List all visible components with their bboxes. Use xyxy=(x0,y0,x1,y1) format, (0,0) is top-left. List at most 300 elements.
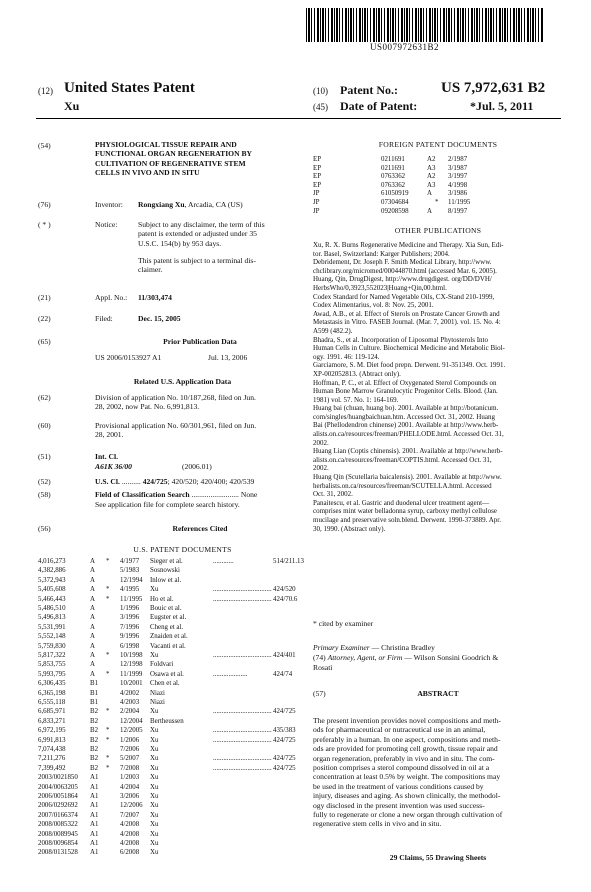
ref-class: 424/520 xyxy=(273,586,296,594)
ref-date: 7/2007 xyxy=(120,811,140,819)
publication-line: tor. Basel, Switzerland: Karger Publishers; 2004. xyxy=(313,249,450,258)
us-reference-row xyxy=(38,613,308,622)
fp-date: 8/1997 xyxy=(448,207,468,215)
publication-line: Xu, R. X. Burns Regenerative Medicine and Therapy. Xia Sun, Edi- xyxy=(313,241,504,249)
filed-date: Dec. 15, 2005 xyxy=(138,314,181,323)
patent-no-label: Patent No.: xyxy=(340,83,398,97)
ref-inventor: Osawa et al. xyxy=(150,670,184,678)
fp-country: JP xyxy=(313,199,320,206)
provisional-line: 28, 2001. xyxy=(95,430,124,440)
fp-number: 0763362 xyxy=(381,181,406,189)
ref-number: 5,372,943 xyxy=(38,576,66,584)
ref-dots: .................................. xyxy=(213,708,272,716)
ref-inventor: Xu xyxy=(150,811,159,819)
ref-date: 4/2008 xyxy=(120,830,140,838)
publication-line: alists.on.ca/resources/freeman/COPTIS.html. Accessed Oct. 31, xyxy=(313,455,492,464)
ref-number: 6,365,198 xyxy=(38,689,66,697)
examiner-label: Primary Examiner xyxy=(313,643,370,652)
ref-number: 6,833,271 xyxy=(38,717,66,725)
us-reference-row xyxy=(38,820,308,829)
patent-title xyxy=(95,140,305,177)
code-12: (12) xyxy=(38,86,53,96)
us-reference-row xyxy=(38,689,308,698)
us-reference-row xyxy=(38,783,308,792)
inventor-code: (76) xyxy=(38,200,51,209)
ref-date: 11/1999 xyxy=(120,670,143,678)
ref-date: 4/2003 xyxy=(120,699,140,706)
ref-number: 4,016,273 xyxy=(38,558,66,565)
ref-kind: A xyxy=(90,595,95,603)
ref-kind: A1 xyxy=(90,811,99,819)
prior-code: (65) xyxy=(38,337,51,346)
ref-inventor: Xu xyxy=(150,802,159,810)
ref-inventor: Chen et al. xyxy=(150,680,180,688)
ref-date: 4/2008 xyxy=(120,821,140,829)
ref-inventor: Xu xyxy=(150,586,159,594)
ref-number: 7,211,276 xyxy=(38,755,66,763)
fp-number: 0211691 xyxy=(381,156,405,163)
foreign-reference-row xyxy=(313,207,563,216)
us-reference-row xyxy=(38,651,308,660)
ref-kind: A1 xyxy=(90,840,99,847)
ref-kind: A xyxy=(90,642,95,650)
publication-line: 30, 1990. (Abstract only). xyxy=(313,524,386,533)
ref-date: 5/2007 xyxy=(120,755,140,763)
ref-class: 424/401 xyxy=(273,652,296,659)
ref-inventor: Xu xyxy=(150,746,159,753)
ref-number: 5,466,443 xyxy=(38,595,66,603)
ref-inventor: Sosnowski xyxy=(150,567,180,575)
division-line: 28, 2002, now Pat. No. 6,991,813. xyxy=(95,402,200,412)
attorney xyxy=(313,653,498,662)
ref-number: 2008/0089945 xyxy=(38,830,78,838)
foreign-heading: FOREIGN PATENT DOCUMENTS xyxy=(378,140,498,149)
inventor-surname: Xu xyxy=(64,99,80,113)
ref-star: * xyxy=(106,708,110,716)
fp-kind: A2 xyxy=(427,156,436,163)
ref-inventor: Vacanti et al. xyxy=(150,642,186,650)
abstract-line: The present invention provides novel compositions and meth- xyxy=(313,716,501,725)
ref-number: 2008/0085322 xyxy=(38,821,78,829)
ref-number: 2007/0166374 xyxy=(38,811,78,819)
ref-inventor: Xu xyxy=(150,764,159,772)
ref-number: 5,993,795 xyxy=(38,670,66,678)
division-text xyxy=(95,393,310,412)
ref-kind: B2 xyxy=(90,727,99,735)
ref-date: 12/1998 xyxy=(120,661,143,669)
ref-inventor: Eugster et al. xyxy=(150,614,187,622)
ref-date: 7/2006 xyxy=(120,746,140,753)
publication-line: A599 (482.2). xyxy=(313,326,353,335)
us-reference-row xyxy=(38,557,308,566)
us-reference-row xyxy=(38,848,308,857)
us-reference-row xyxy=(38,566,308,575)
publication-line: Huang Lian (Coptis chinensis). 2001. Available at http://www.herb- xyxy=(313,447,503,456)
fp-date: 3/1997 xyxy=(448,173,468,181)
publication-line: Bhadra, S., et al. Incorporation of Liposomal Phytosterols Into xyxy=(313,335,488,344)
attorney-name-cont: Rosati xyxy=(313,663,333,672)
provisional-text xyxy=(95,421,310,440)
publication-line: Huang Qin (Scutellaria baicalensis). 2001. Available at http://www. xyxy=(313,473,502,482)
publication-line: 1981) vol. 57. No. 1: 164-169. xyxy=(313,395,399,404)
patent-date: *Jul. 5, 2011 xyxy=(470,99,534,113)
ref-date: 10/2001 xyxy=(120,680,143,688)
ref-number: 4,382,886 xyxy=(38,567,66,575)
ref-kind: B2 xyxy=(90,708,99,716)
provisional-line: Provisional application No. 60/301,961, filed on Jun. xyxy=(95,421,257,430)
ref-kind: B2 xyxy=(90,755,99,763)
abstract-line: injury, diseases and aging. As shown clinically, the methodol- xyxy=(313,791,501,801)
ref-inventor: Xu xyxy=(150,755,159,763)
us-reference-row xyxy=(38,660,308,669)
ref-dots: .................................. xyxy=(213,595,272,603)
examiner-name: — Christina Bradley xyxy=(369,643,435,652)
ref-date: 12/2006 xyxy=(120,802,143,810)
ref-star: * xyxy=(106,670,110,678)
fp-star: * xyxy=(435,199,439,206)
primary-examiner xyxy=(313,643,435,652)
patent-number: US 7,972,631 B2 xyxy=(441,80,546,96)
ref-number: 5,405,608 xyxy=(38,586,66,594)
us-reference-row xyxy=(38,801,308,810)
fp-kind: A2 xyxy=(427,173,436,181)
fp-kind: A3 xyxy=(427,181,436,189)
abstract-line: preferably in a human. In one aspect, compositions and meth- xyxy=(313,734,501,744)
ref-kind: A1 xyxy=(90,821,99,829)
barcode-number: US007972631B2 xyxy=(370,42,440,52)
notice-line: U.S.C. 154(b) by 953 days. xyxy=(138,238,222,248)
publication-line: Bai (Phellodendron chinense) 2001. Available at http://www.herb- xyxy=(313,421,499,430)
ref-kind: A xyxy=(90,576,95,584)
publication-line: mucilage and preservative soln.blend. Derwent. 1990-373889. Apr. xyxy=(313,516,501,524)
ref-date: 12/1994 xyxy=(120,576,143,584)
ref-date: 3/1996 xyxy=(120,614,140,622)
ref-inventor: Xu xyxy=(150,783,159,791)
prior-heading: Prior Publication Data xyxy=(163,337,237,346)
appl-number: 11/303,474 xyxy=(138,293,172,302)
fp-country: EP xyxy=(313,156,322,163)
field-code: (58) xyxy=(38,490,51,499)
ref-number: 6,306,435 xyxy=(38,680,66,688)
ref-kind: A xyxy=(90,586,95,594)
ref-date: 4/2004 xyxy=(120,783,140,791)
ref-inventor: Inlow et al. xyxy=(150,576,182,584)
us-reference-row xyxy=(38,745,308,754)
ref-star: * xyxy=(106,764,110,772)
publication-line: alists.on.ca/resources/freeman/PHELLODE.html. Accessed Oct. 31, xyxy=(313,430,504,439)
ref-inventor: Sieger et al. xyxy=(150,558,183,565)
abstract-line: organ regeneration, preferably in vivo and in situ. The com- xyxy=(313,753,495,763)
ref-inventor: Xu xyxy=(150,830,159,838)
us-reference-row xyxy=(38,585,308,594)
ref-kind: B1 xyxy=(90,680,99,688)
fp-country: JP xyxy=(313,190,320,198)
fp-date: 2/1987 xyxy=(448,156,468,163)
title-line: CULTIVATION OF REGENERATIVE STEM xyxy=(95,158,246,168)
ref-date: 1/2006 xyxy=(120,736,140,744)
field-label: Field of Classification Search xyxy=(95,490,190,499)
ref-kind: A xyxy=(90,558,95,565)
date-label: Date of Patent: xyxy=(340,99,418,113)
ref-kind: A1 xyxy=(90,774,99,782)
ref-date: 4/1995 xyxy=(120,586,140,594)
ref-number: 2004/0063205 xyxy=(38,783,78,791)
ref-kind: B2 xyxy=(90,746,99,753)
publication-line: Hoffman, P. C., et al. Effect of Oxygenated Sterol Compounds on xyxy=(313,378,497,387)
us-reference-row xyxy=(38,604,308,613)
ref-kind: A xyxy=(90,605,95,612)
ref-inventor: Niazi xyxy=(150,689,165,697)
us-docs-heading: U.S. PATENT DOCUMENTS xyxy=(133,545,232,554)
ref-date: 7/2008 xyxy=(120,764,140,772)
ref-date: 11/1995 xyxy=(120,595,143,603)
header-rule xyxy=(36,118,561,119)
ref-star: * xyxy=(106,586,110,594)
ref-date: 9/1996 xyxy=(120,633,140,641)
us-reference-row xyxy=(38,595,308,604)
ref-inventor: Xu xyxy=(150,774,159,782)
uscl-dots: .......... xyxy=(121,477,141,486)
fp-number: 0211691 xyxy=(381,164,405,172)
publication-line: XP-002052813. (Abtract only). xyxy=(313,369,401,378)
ref-number: 6,991,813 xyxy=(38,736,66,744)
ref-number: 6,972,195 xyxy=(38,727,66,735)
field-note: See application file for complete search history. xyxy=(95,500,240,509)
publication-line: Oct. 31, 2002. xyxy=(313,490,353,499)
attorney-code: (74) xyxy=(313,653,326,662)
prior-date: Jul. 13, 2006 xyxy=(208,353,248,362)
ref-kind: B2 xyxy=(90,717,99,725)
refs-code: (56) xyxy=(38,524,51,533)
publication-line: Awad, A.B., et al. Effect of Sterols on Prostate Cancer Growth and xyxy=(313,309,500,318)
ref-kind: A1 xyxy=(90,783,99,791)
ref-kind: A xyxy=(90,670,95,678)
publication-line: chclibrary.org/micromed/00044870.html (accessed Mar. 6, 2005). xyxy=(313,266,497,275)
ref-star: * xyxy=(106,736,110,744)
fp-date: 4/1998 xyxy=(448,181,468,189)
us-reference-row xyxy=(38,811,308,820)
ref-dots: .................................. xyxy=(213,652,272,659)
field-value: None xyxy=(240,490,258,499)
inventor xyxy=(138,200,243,209)
int-label: Int. Cl. xyxy=(95,452,118,461)
ref-star: * xyxy=(106,727,110,735)
us-reference-row xyxy=(38,792,308,801)
publication-line: Panaitescu, et al. Gastric and duodenal ulcer treatment agent— xyxy=(313,498,490,507)
ref-number: 5,853,755 xyxy=(38,661,66,669)
ref-inventor: Xu xyxy=(150,840,159,847)
publication-line: 2002. xyxy=(313,438,329,447)
fp-kind: A3 xyxy=(427,164,436,172)
ref-date: 7/1996 xyxy=(120,623,140,631)
ref-class: 424/725 xyxy=(273,755,296,763)
ref-inventor: Znaiden et al. xyxy=(150,633,188,641)
publication-line: herbalists.on.ca/resources/freeman/SCUTELLA.html. Accessed xyxy=(313,481,492,490)
ref-inventor: Ho et al. xyxy=(150,595,174,603)
ref-number: 7,399,492 xyxy=(38,764,66,772)
ref-class: 424/74 xyxy=(273,670,293,678)
int-year: (2006.01) xyxy=(182,462,212,471)
notice-line: claimer. xyxy=(138,265,163,275)
ref-star: * xyxy=(106,652,110,659)
ref-date: 4/2002 xyxy=(120,689,140,697)
ref-inventor: Xu xyxy=(150,727,159,735)
publication-line: com/singles/huangbaichuan.htm. Accessed Oct. 31, 2002. Huang xyxy=(313,412,495,421)
fp-date: 11/1995 xyxy=(448,199,471,206)
ref-date: 12/2004 xyxy=(120,717,143,725)
abstract-line: position comprises a sterol compound dissolved in oil at a xyxy=(313,763,490,773)
us-reference-row xyxy=(38,726,308,735)
attorney-name: — Wilson Sonsini Goodrich & xyxy=(402,653,499,662)
notice-line: Subject to any disclaimer, the term of this xyxy=(138,220,265,229)
ref-class: 514/211.13 xyxy=(273,558,304,565)
ref-number: 5,759,830 xyxy=(38,642,66,650)
publication-line: comprises mint water belladonna syrup, carboxy methyl cellulose xyxy=(313,507,497,516)
ref-inventor: Xu xyxy=(150,652,159,659)
division-line: Division of application No. 10/187,268, filed on Jun. xyxy=(95,393,256,402)
ref-date: 1/1996 xyxy=(120,605,140,612)
publication-line: Codex Standard for Named Vegetable Oils, CX-Stand 210-1999, xyxy=(313,292,495,301)
ref-kind: A1 xyxy=(90,802,99,810)
ref-number: 2006/0051864 xyxy=(38,793,78,800)
ref-class: 424/725 xyxy=(273,708,296,716)
refs-heading: References Cited xyxy=(172,524,228,533)
abstract-heading: ABSTRACT xyxy=(417,689,459,698)
ref-number: 2006/0292692 xyxy=(38,802,78,810)
notice-code: ( * ) xyxy=(38,220,51,229)
div-code: (62) xyxy=(38,393,51,402)
ref-dots: .................................. xyxy=(213,727,272,735)
abstract-line: fully to regenerate or clone a new organ through cultivation of xyxy=(313,810,503,820)
ref-number: 6,685,971 xyxy=(38,708,66,716)
ref-class: 424/725 xyxy=(273,764,296,772)
claims-sheets: 29 Claims, 55 Drawing Sheets xyxy=(389,853,487,862)
ref-date: 12/2005 xyxy=(120,727,143,735)
us-reference-row xyxy=(38,773,308,782)
ref-inventor: Niazi xyxy=(150,699,165,706)
ref-date: 3/2006 xyxy=(120,793,140,800)
filed-code: (22) xyxy=(38,314,51,323)
notice-label: Notice: xyxy=(95,220,118,229)
ref-kind: A xyxy=(90,567,95,575)
abstract-line: ods for pharmaceutical or nutraceutical use in an animal, xyxy=(313,725,486,735)
uscl-code: (52) xyxy=(38,477,51,486)
publication-line: Human Bone Marrow Granulocytic Progenitor Cells. Blood. (Jan. xyxy=(313,387,498,396)
title-code: (54) xyxy=(38,141,51,150)
cited-note: * cited by examiner xyxy=(313,619,374,628)
prior-pub: US 2006/0153927 A1 xyxy=(95,353,162,362)
ref-date: 4/1977 xyxy=(120,558,140,565)
appl-code: (21) xyxy=(38,293,51,302)
ref-dots: .................................. xyxy=(213,586,272,594)
ref-date: 10/1998 xyxy=(120,652,143,659)
ref-number: 5,486,510 xyxy=(38,605,66,612)
title-line: PHYSIOLOGICAL TISSUE REPAIR AND xyxy=(95,140,237,149)
publication-line: Metastasis in Vitro. FASEB Journal. (Mar. 7, 2001). vol. 15. No. 4: xyxy=(313,318,501,327)
publication-line: Garciamore, S. M. Diet food prepn. Derwent. 91-351349. Oct. 1991. xyxy=(313,361,506,370)
fp-country: JP xyxy=(313,207,320,215)
notice-text xyxy=(138,220,308,274)
ref-inventor: Xu xyxy=(150,849,159,857)
fp-date: 3/1986 xyxy=(448,190,468,198)
publication-line: Human Cells in Culture. Biochemical Medicine and Metabolic Biol- xyxy=(313,344,505,353)
fp-number: 61050919 xyxy=(381,190,409,198)
us-reference-row xyxy=(38,830,308,839)
code-45: (45) xyxy=(313,102,328,112)
us-reference-row xyxy=(38,679,308,688)
other-pubs-heading: OTHER PUBLICATIONS xyxy=(394,226,482,235)
ref-dots: .................... xyxy=(213,670,248,678)
abstract-code: (57) xyxy=(313,689,326,698)
abstract-line: concentration at least 0.5% by weight. The compositions may xyxy=(313,772,501,782)
publication-line: Huang, Qin, DrugDigest, http://www.drugdigest. org/DD/DVH/ xyxy=(313,275,492,284)
ref-number: 2008/0096854 xyxy=(38,840,78,847)
ref-date: 6/2008 xyxy=(120,849,140,857)
ref-inventor: Xu xyxy=(150,821,159,829)
us-reference-row xyxy=(38,698,308,707)
us-reference-row xyxy=(38,670,308,679)
ref-kind: A xyxy=(90,652,95,659)
filed-label: Filed: xyxy=(95,314,113,323)
us-reference-row xyxy=(38,839,308,848)
inventor-name: Rongxiang Xu xyxy=(138,200,185,209)
ref-kind: A1 xyxy=(90,793,99,800)
fp-country: EP xyxy=(313,173,322,181)
us-reference-row xyxy=(38,623,308,632)
publication-line: Huang bai (chuan, huang bo). 2001. Available at http://botanicum. xyxy=(313,404,499,413)
uscl-main: 424/725 xyxy=(142,477,168,486)
ref-class: 424/70.6 xyxy=(273,595,298,603)
publication-line: Debridement, Dr. Joseph F. Smith Medical Library, http://www. xyxy=(313,258,492,267)
ref-star: * xyxy=(106,558,110,565)
us-reference-row xyxy=(38,642,308,651)
fp-country: EP xyxy=(313,164,322,172)
abstract-line: ogy disclosed in the present invention was used success- xyxy=(313,800,485,810)
code-10: (10) xyxy=(313,86,328,96)
ref-number: 2003/0021850 xyxy=(38,774,78,782)
ref-number: 5,531,991 xyxy=(38,623,66,631)
us-reference-row xyxy=(38,736,308,745)
ref-kind: B1 xyxy=(90,689,99,697)
inventor-label: Inventor: xyxy=(95,200,123,209)
notice-line: This patent is subject to a terminal dis- xyxy=(138,255,256,265)
ref-kind: B1 xyxy=(90,699,99,706)
ref-kind: A xyxy=(90,623,95,631)
ref-inventor: Bouic et al. xyxy=(150,605,182,612)
ref-date: 5/1983 xyxy=(120,567,140,575)
us-reference-row xyxy=(38,576,308,585)
ref-number: 5,552,148 xyxy=(38,633,66,641)
attorney-label: Attorney, Agent, or Firm xyxy=(327,653,403,662)
us-reference-row xyxy=(38,707,308,716)
ref-dots: ............ xyxy=(213,558,234,565)
other-publications xyxy=(313,241,563,533)
fp-number: 09208598 xyxy=(381,207,409,215)
abstract-line: be used in the treatment of various conditions caused by xyxy=(313,781,484,791)
notice-line: patent is extended or adjusted under 35 xyxy=(138,229,257,239)
us-reference-row xyxy=(38,632,308,641)
ref-inventor: Foldvari xyxy=(150,661,174,669)
ref-number: 6,555,118 xyxy=(38,699,66,706)
ref-date: 4/2008 xyxy=(120,840,140,847)
ref-star: * xyxy=(106,595,110,603)
prov-code: (60) xyxy=(38,421,51,430)
ref-class: 435/383 xyxy=(273,727,296,735)
fp-kind: A xyxy=(427,190,432,198)
ref-kind: A xyxy=(90,614,95,622)
ref-inventor: Bertheussen xyxy=(150,717,184,725)
ref-date: 2/2004 xyxy=(120,708,140,716)
